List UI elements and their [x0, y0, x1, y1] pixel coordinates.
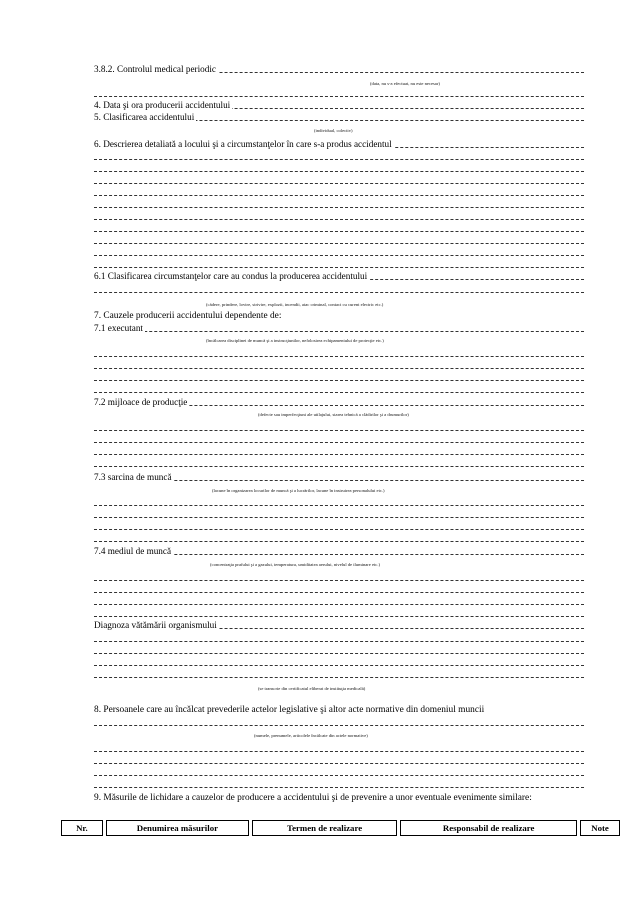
- executant-line[interactable]: [94, 383, 584, 395]
- cause-means-label: 7.2 mijloace de producţie: [94, 397, 188, 407]
- executant-line[interactable]: [94, 371, 584, 383]
- violators-line[interactable]: [94, 742, 584, 754]
- description-line[interactable]: [94, 174, 584, 186]
- means-line[interactable]: [94, 445, 584, 457]
- violators-line[interactable]: [94, 754, 584, 766]
- cause-environment-field[interactable]: [94, 545, 584, 557]
- cause-executant-field[interactable]: [94, 322, 584, 334]
- accident-datetime-field[interactable]: [94, 99, 584, 111]
- table-header-row: [61, 820, 620, 836]
- diagnosis-line[interactable]: [94, 668, 584, 680]
- executant-line[interactable]: [94, 347, 584, 359]
- cause-means-field[interactable]: [94, 396, 584, 408]
- means-line[interactable]: [94, 421, 584, 433]
- medical-check-field[interactable]: [94, 63, 584, 75]
- violators-line[interactable]: [94, 778, 584, 790]
- col-measures: Denumirea măsurilor: [106, 820, 249, 836]
- col-nr: Nr.: [61, 820, 103, 836]
- measures-table: [58, 820, 623, 836]
- task-line[interactable]: [94, 496, 584, 508]
- task-line[interactable]: [94, 532, 584, 544]
- description-line[interactable]: [94, 222, 584, 234]
- accident-datetime-label: 4. Data şi ora producerii accidentului: [94, 100, 231, 110]
- diagnosis-line[interactable]: [94, 632, 584, 644]
- col-responsible: Responsabil de realizare: [400, 820, 577, 836]
- cause-task-field[interactable]: [94, 471, 584, 483]
- description-line[interactable]: [94, 258, 584, 270]
- measures-heading: 9. Măsurile de lichidare a cauzelor de producere a accidentului şi de prevenire a unor eventuale evenimente similare:: [94, 793, 532, 803]
- description-line[interactable]: [94, 198, 584, 210]
- cause-environment-hint: (concentraţia prafului şi a gazului, temperatura, umiditatea aerului, nivelul de iluminare etc.): [210, 562, 381, 567]
- environment-line[interactable]: [94, 571, 584, 583]
- causes-heading: 7. Cauzele producerii accidentului dependente de:: [94, 311, 282, 321]
- diagnosis-hint: (se transcrie din certificatul eliberat de instituţia medicală): [258, 686, 366, 691]
- environment-line[interactable]: [94, 595, 584, 607]
- task-line[interactable]: [94, 508, 584, 520]
- circumstances-line[interactable]: [94, 283, 584, 295]
- executant-line[interactable]: [94, 359, 584, 371]
- cause-means-hint: (defecte sau imperfecţiuni ale utilajului, starea tehnică a clădirilor şi a drumurilor): [258, 412, 409, 417]
- blank-line[interactable]: [94, 87, 584, 99]
- cause-task-hint: (lacune în organizarea locurilor de muncă şi a lucrărilor, lacune în instruirea personalului etc.): [212, 488, 385, 493]
- environment-line[interactable]: [94, 583, 584, 595]
- description-line[interactable]: [94, 162, 584, 174]
- circumstances-classification-label: 6.1 Clasificarea circumstanţelor care au condus la producerea accidentului: [94, 271, 368, 281]
- cause-task-label: 7.3 sarcina de muncă: [94, 472, 172, 482]
- accident-classification-hint: (individual, colectiv): [314, 128, 353, 133]
- means-line[interactable]: [94, 457, 584, 469]
- cause-executant-hint: (încălcarea disciplinei de muncă şi a instrucţiunilor, nefolosirea echipamentului de protecţie etc.): [206, 338, 384, 343]
- cause-executant-label: 7.1 executant: [94, 323, 143, 333]
- cause-environment-label: 7.4 mediul de muncă: [94, 546, 172, 556]
- means-line[interactable]: [94, 433, 584, 445]
- violators-hint: (numele, prenumele, articolele încălcate din actele normative): [254, 733, 368, 738]
- task-line[interactable]: [94, 520, 584, 532]
- violators-line[interactable]: [94, 766, 584, 778]
- circumstances-classification-field[interactable]: [94, 270, 584, 282]
- violators-heading: 8. Persoanele care au încălcat prevederile actelor legislative şi altor acte normative din domeniul muncii: [94, 705, 485, 715]
- description-line[interactable]: [94, 234, 584, 246]
- medical-check-label: 3.8.2. Controlul medical periodic: [94, 64, 216, 74]
- circumstances-hint: (cădere, prindere, lovire, strivire, explozii, incendii, atac criminal, contact cu curent electric etc.): [206, 302, 384, 307]
- description-line[interactable]: [94, 186, 584, 198]
- accident-description-field[interactable]: [94, 138, 584, 150]
- medical-check-hint: (data, nu s-a efectuat, nu este necesar): [370, 81, 440, 86]
- accident-classification-label: 5. Clasificarea accidentului: [94, 112, 195, 122]
- diagnosis-line[interactable]: [94, 644, 584, 656]
- description-line[interactable]: [94, 210, 584, 222]
- description-line[interactable]: [94, 150, 584, 162]
- environment-line[interactable]: [94, 607, 584, 619]
- diagnosis-field[interactable]: [94, 619, 584, 631]
- col-notes: Note: [580, 820, 620, 836]
- accident-classification-field[interactable]: [94, 111, 584, 123]
- description-line[interactable]: [94, 246, 584, 258]
- violators-line[interactable]: [94, 716, 584, 728]
- col-deadline: Termen de realizare: [252, 820, 397, 836]
- diagnosis-line[interactable]: [94, 656, 584, 668]
- accident-description-label: 6. Descrierea detaliată a locului şi a circumstanţelor în care s-a produs accidentul: [94, 139, 392, 149]
- diagnosis-label: Diagnoza vătămării organismului: [94, 620, 217, 630]
